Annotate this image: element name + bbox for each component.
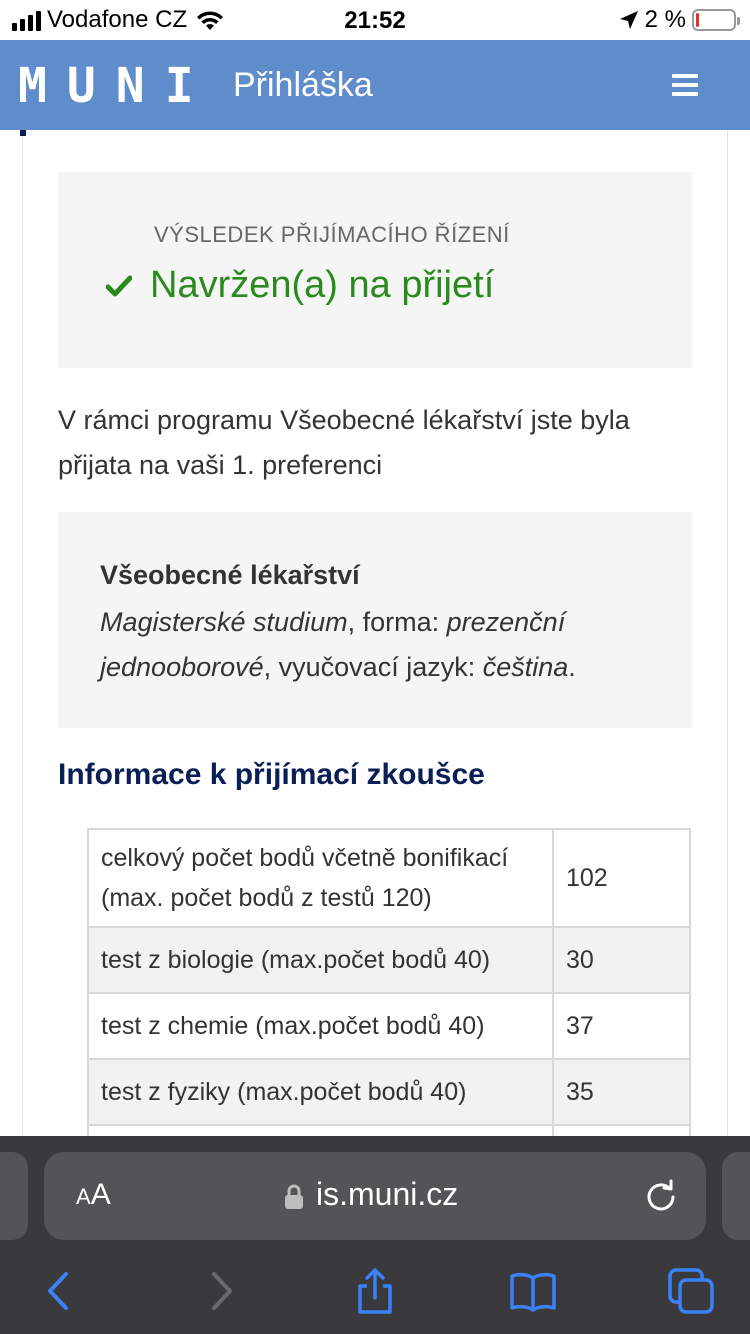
share-icon[interactable]	[350, 1266, 400, 1316]
row-label: test z fyziky (max.počet bodů 40)	[88, 1059, 553, 1125]
exam-section-heading: Informace k přijímací zkoušce	[58, 758, 485, 791]
url-text[interactable]: is.muni.cz	[316, 1176, 459, 1212]
left-accent-mark	[20, 130, 26, 136]
program-form: prezenční jednooborové	[100, 607, 566, 682]
form-label: , forma:	[347, 607, 447, 637]
table-row	[88, 1059, 690, 1125]
status-bar	[0, 0, 750, 40]
program-name: Všeobecné lékařství	[100, 560, 360, 590]
result-label: VÝSLEDEK PŘIJÍMACÍHO ŘÍZENÍ	[154, 222, 510, 247]
status-right	[619, 6, 736, 34]
battery-percent: 2 %	[644, 6, 686, 33]
browser-tab-bar	[0, 1256, 750, 1334]
program-language: čeština	[482, 652, 569, 682]
row-label: test z biologie (max.počet bodů 40)	[88, 927, 553, 993]
table-row	[88, 829, 690, 927]
aa-big: A	[90, 1178, 111, 1211]
program-box	[58, 512, 692, 728]
result-box	[58, 172, 692, 368]
aa-small: A	[76, 1184, 91, 1209]
program-description	[100, 600, 660, 690]
address-bar[interactable]	[44, 1152, 706, 1240]
hamburger-menu-icon[interactable]	[672, 74, 698, 96]
row-value: 35	[553, 1059, 690, 1125]
reader-aa-button[interactable]	[76, 1178, 111, 1212]
muni-logo[interactable]: MUNI	[18, 58, 214, 114]
checkmark-icon	[106, 273, 132, 299]
carrier-name: Vodafone CZ	[47, 6, 188, 33]
battery-icon	[692, 9, 736, 31]
forward-arrow-icon[interactable]	[196, 1266, 246, 1316]
previous-tab-preview[interactable]	[0, 1152, 28, 1240]
location-arrow-icon	[619, 10, 639, 30]
row-value: 102	[553, 829, 690, 927]
row-value: 30	[553, 927, 690, 993]
next-tab-preview[interactable]	[722, 1152, 750, 1240]
description-end: .	[568, 652, 576, 682]
bookmarks-icon[interactable]	[508, 1266, 558, 1316]
reload-icon[interactable]	[644, 1178, 678, 1212]
row-label: celkový počet bodů včetně bonifikací (max. počet bodů z testů 120)	[88, 829, 553, 927]
table-row	[88, 993, 690, 1059]
status-time: 21:52	[344, 7, 406, 34]
language-label: , vyučovací jazyk:	[263, 652, 483, 682]
battery-level	[696, 13, 699, 27]
program-type: Magisterské studium	[100, 607, 348, 637]
result-value: Navržen(a) na přijetí	[150, 264, 495, 306]
tabs-icon[interactable]	[666, 1266, 716, 1316]
app-header	[0, 40, 750, 130]
lock-icon	[284, 1184, 304, 1210]
result-status	[106, 264, 494, 307]
row-value: 37	[553, 993, 690, 1059]
page-title: Přihláška	[233, 66, 373, 104]
back-arrow-icon[interactable]	[34, 1266, 84, 1316]
table-row	[88, 927, 690, 993]
row-label: test z chemie (max.počet bodů 40)	[88, 993, 553, 1059]
browser-toolbar	[0, 1136, 750, 1334]
admission-text: V rámci programu Všeobecné lékařství jste byla přijata na vaši 1. preferenci	[58, 405, 630, 480]
